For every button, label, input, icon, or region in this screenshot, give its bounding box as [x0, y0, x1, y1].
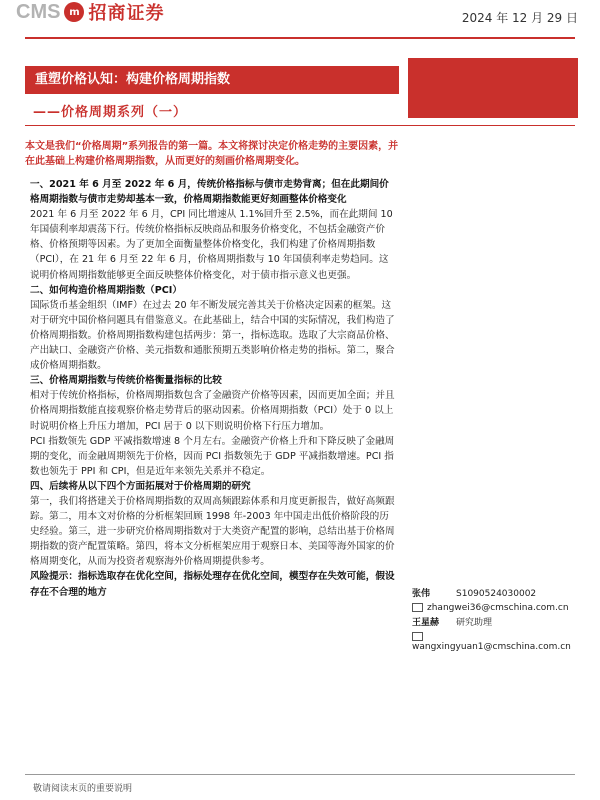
- body-paragraph: 相对于传统价格指标，价格周期指数包含了金融资产价格等因素，因而更加全面；并且价格周期指数能直接观察价格走势背后的驱动因素。价格周期指数（PCI）处于 0 以上时说明价格上升压力增加，PCI 居于 0 以下则说明价格下行压力增加。: [30, 390, 395, 432]
- section-heading: 二、如何构造价格周期指数（PCI）: [30, 284, 182, 296]
- mail-icon: [412, 632, 423, 641]
- section-heading: 一、2021 年 6 月至 2022 年 6 月，传统价格指标与债市走势背离；但在此期间价格周期指数与债市走势却基本一致，价格周期指数能更好刻画整体价格变化: [30, 179, 389, 206]
- risk-warning: 风险提示：指标选取存在优化空间，指标处理存在优化空间，模型存在失效可能，假设存在不合理的地方: [30, 571, 395, 598]
- subtitle-divider: [25, 125, 575, 126]
- author-name: 王星赫: [412, 618, 440, 628]
- author-email[interactable]: wangxingyuan1@cmschina.com.cn: [412, 642, 571, 652]
- footer-divider: [25, 774, 575, 775]
- report-subtitle: ——价格周期系列（一）: [33, 105, 188, 120]
- body-paragraph: 2021 年 6 月至 2022 年 6 月，CPI 同比增速从 1.1%回升至 2.5%，而在此期间 10 年国债利率却震荡下行。传统价格指标反映商品和服务价格变化，不包括金融资产价格、价格预期等因素。为了更加全面衡量整体价格变化，我们构建了价格周期指数（PCI），在 21 年 6 月至 22 年 6 月，价格周期指数与 10 年国债利率走势趋同。这说明价格周期指数能够更全面反映整体价格变化，对于债市指示意义也更强。: [30, 209, 393, 281]
- report-abstract: 本文是我们“价格周期”系列报告的第一篇。本文将探讨决定价格走势的主要因素，并在此基础上构建价格周期指数，从而更好的刻画价格周期变化。: [25, 141, 399, 167]
- author-email[interactable]: zhangwei36@cmschina.com.cn: [427, 603, 569, 613]
- body-paragraph: 国际货币基金组织（IMF）在过去 20 年不断发展完善其关于价格决定因素的框架。这对于研究中国价格问题具有借鉴意义。在此基础上，结合中国的实际情况，我们构造了价格周期指数。价格周期指数构建包括两步：第一，指标选取。选取了大宗商品价格、产出缺口、金融资产价格、美元指数和通胀预期五类影响价格走势的指标。第二，聚合成价格周期指数。: [30, 299, 395, 372]
- broker-logo: [16, 0, 164, 24]
- author-name: 张伟: [412, 589, 431, 599]
- body-paragraph: 第一，我们将搭建关于价格周期指数的双周高频跟踪体系和月度更新报告，做好高频跟踪。第二，用本文对价格的分析框架回顾 1998 年-2003 年中国走出低价格阶段的历史经验。第三，进一步研究价格周期指数对于大类资产配置的影响，总结出基于价格周期指数的资产配置策略。第四，将本文分析框架应用于观察日本、美国等海外国家的价格周期变化，从而为投资者观察海外价格周期提供参考。: [30, 495, 395, 568]
- mail-icon: [412, 603, 423, 612]
- author-block: [412, 586, 582, 613]
- logo-chinese-name: 招商证券: [88, 3, 165, 24]
- logo-mark-icon: m: [64, 2, 84, 22]
- body-paragraph: PCI 指数领先 GDP 平减指数增速 8 个月左右。金融资产价格上升和下降反映了金融周期的变化，而金融周期领先于价格，因而 PCI 指数领先于 GDP 平减指数增速。PCI 指数也领先于 PPI 和 CPI，但是近年来领先关系并不稳定。: [30, 435, 395, 477]
- author-id: 研究助理: [456, 618, 493, 628]
- header-divider: [25, 37, 575, 39]
- author-id: S1090524030002: [456, 589, 537, 599]
- report-title: 重塑价格认知：构建价格周期指数: [25, 66, 399, 94]
- decorative-red-block: [408, 58, 578, 118]
- logo-cms-text: CMS: [16, 0, 61, 23]
- author-block: [412, 615, 582, 652]
- section-heading: 三、价格周期指数与传统价格衡量指标的比较: [30, 375, 222, 387]
- report-body: [30, 177, 398, 600]
- footer-note: 敬请阅读末页的重要说明: [33, 784, 133, 794]
- section-heading: 四、后续将从以下四个方面拓展对于价格周期的研究: [30, 480, 251, 492]
- report-date: 2024 年 12 月 29 日: [461, 11, 578, 25]
